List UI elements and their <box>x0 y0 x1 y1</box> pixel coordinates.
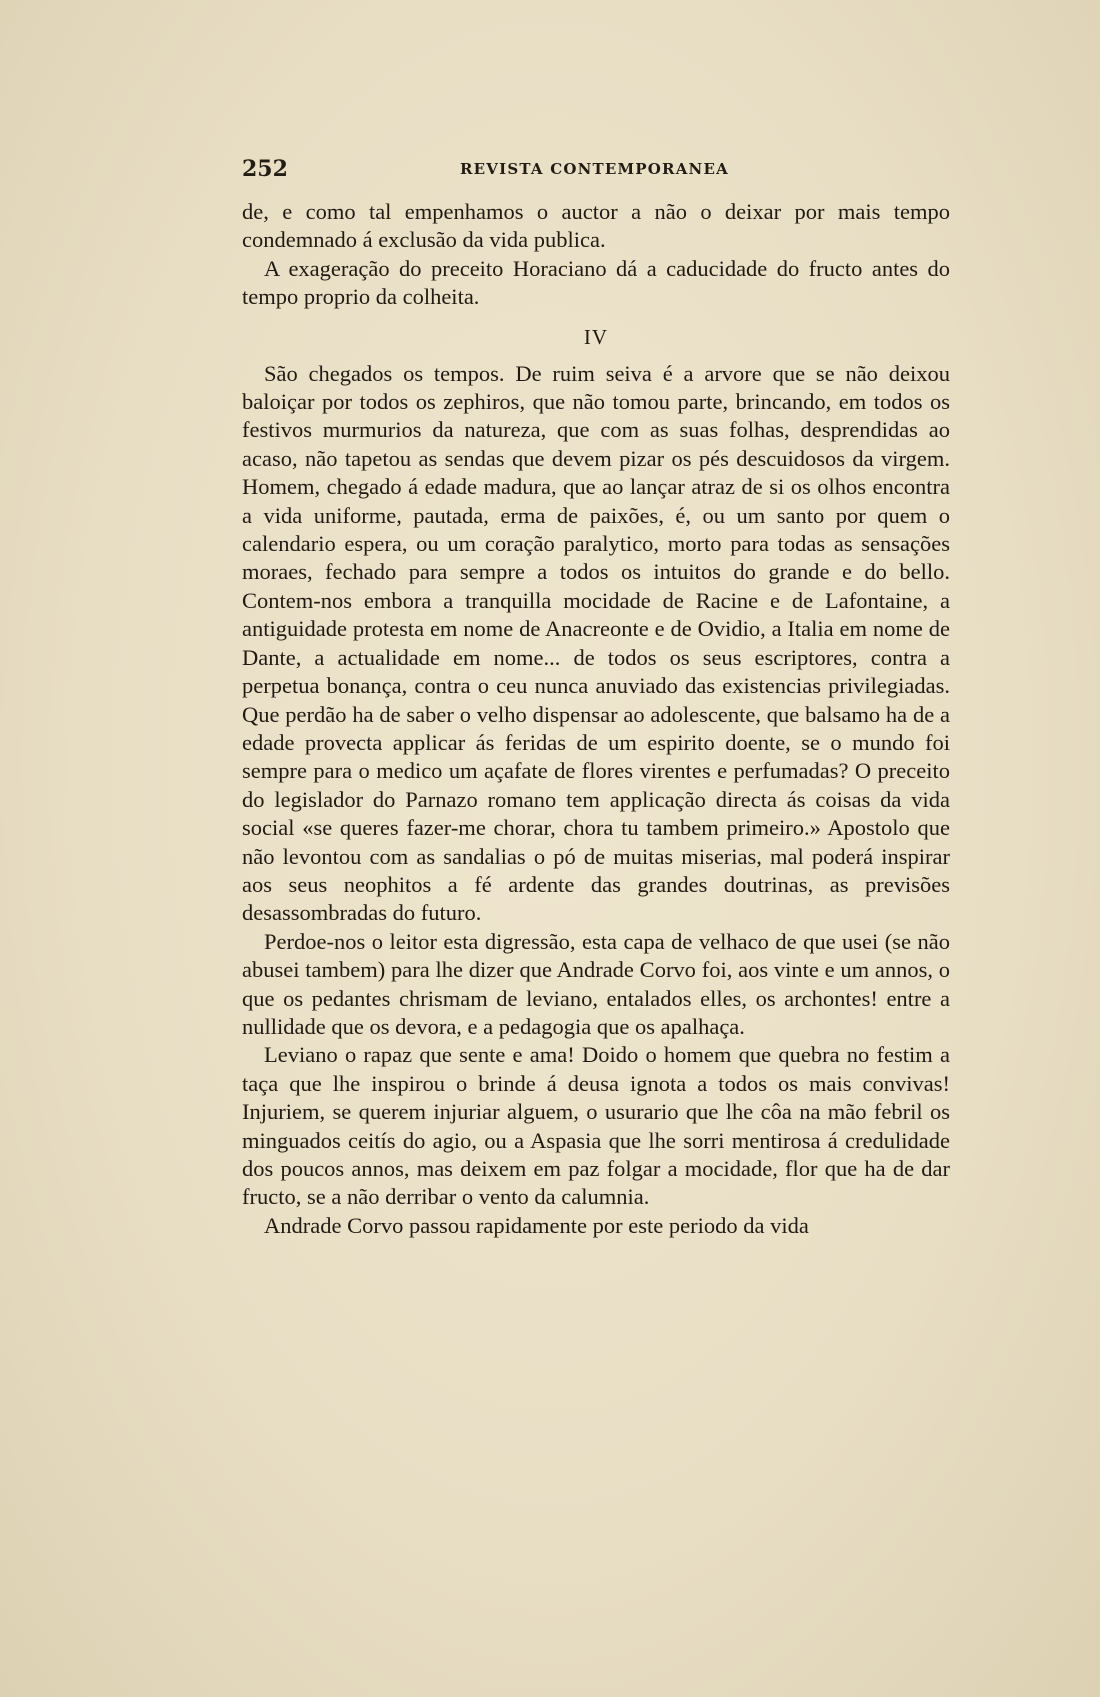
paragraph: A exageração do preceito Horaciano dá a caducidade do fructo antes do tempo proprio da colheita. <box>242 255 950 310</box>
running-title: REVISTA CONTEMPORANEA <box>460 160 729 178</box>
paragraph: Andrade Corvo passou rapidamente por este periodo da vida <box>264 1212 809 1238</box>
section-heading: IV <box>583 324 609 349</box>
paragraph: Leviano o rapaz que sente e ama! Doido o homem que quebra no festim a taça que lhe inspirou o brinde á deusa ignota a todos os mais convivas! Injuriem, se querem injuriar alguem, o usurario que lhe côa na mão febril os minguados ceitís do agio, ou a Aspasia que lhe sorri mentirosa á credulidade dos poucos annos, mas deixem em paz folgar a mocidade, flor que ha de dar fructo, se a não derribar o vento da calumnia. <box>242 1042 950 1210</box>
body-text <box>242 198 950 1240</box>
paragraph: São chegados os tempos. De ruim seiva é a arvore que se não deixou baloiçar por todos os zephiros, que não tomou parte, brincando, em todos os festivos murmurios da natureza, que com as suas folhas, desprendidas ao acaso, não tapetou as sendas que devem pizar os pés descuidosos da virgem. Homem, chegado á edade madura, que ao lançar atraz de si os olhos encontra a vida uniforme, pautada, erma de paixões, é, ou um santo por quem o calendario espera, ou um coração paralytico, morto para todas as sensações moraes, fechado para sempre a todos os intuitos do grande e do bello. Contem-nos embora a tranquilla mocidade de Racine e de Lafontaine, a antiguidade protesta em nome de Anacreonte e de Ovidio, a Italia em nome de Dante, a actualidade em nome... de todos os seus escriptores, contra a perpetua bonança, contra o ceu nunca anuviado das existencias privilegiadas. Que perdão ha de saber o velho dispensar ao adolescente, que balsamo ha de a edade provecta applicar ás feridas de um espirito doente, se o mundo foi sempre para o medico um açafate de flores virentes e perfumadas? O preceito do legislador do Parnazo romano tem applicação directa ás coisas da vida social «se queres fazer-me chorar, chora tu tambem primeiro.» Apostolo que não levontou com as sandalias o pó de muitas miserias, mal poderá inspirar aos seus neophitos a fé ardente das grandes doutrinas, as previsões desassombradas do futuro. <box>242 360 950 926</box>
page-number: 252 <box>242 156 288 182</box>
paragraph: Perdoe-nos o leitor esta digressão, esta capa de velhaco de que usei (se não abusei tambem) para lhe dizer que Andrade Corvo foi, aos vinte e um annos, o que os pedantes chrismam de leviano, entalados elles, os archontes! entre a nullidade que os devora, e a pedagogia que os apalhaça. <box>242 928 950 1039</box>
page-header <box>242 156 950 186</box>
paragraph-continuation: de, e como tal empenhamos o auctor a não o deixar por mais tempo condemnado á exclusão da vida publica. <box>242 199 950 253</box>
